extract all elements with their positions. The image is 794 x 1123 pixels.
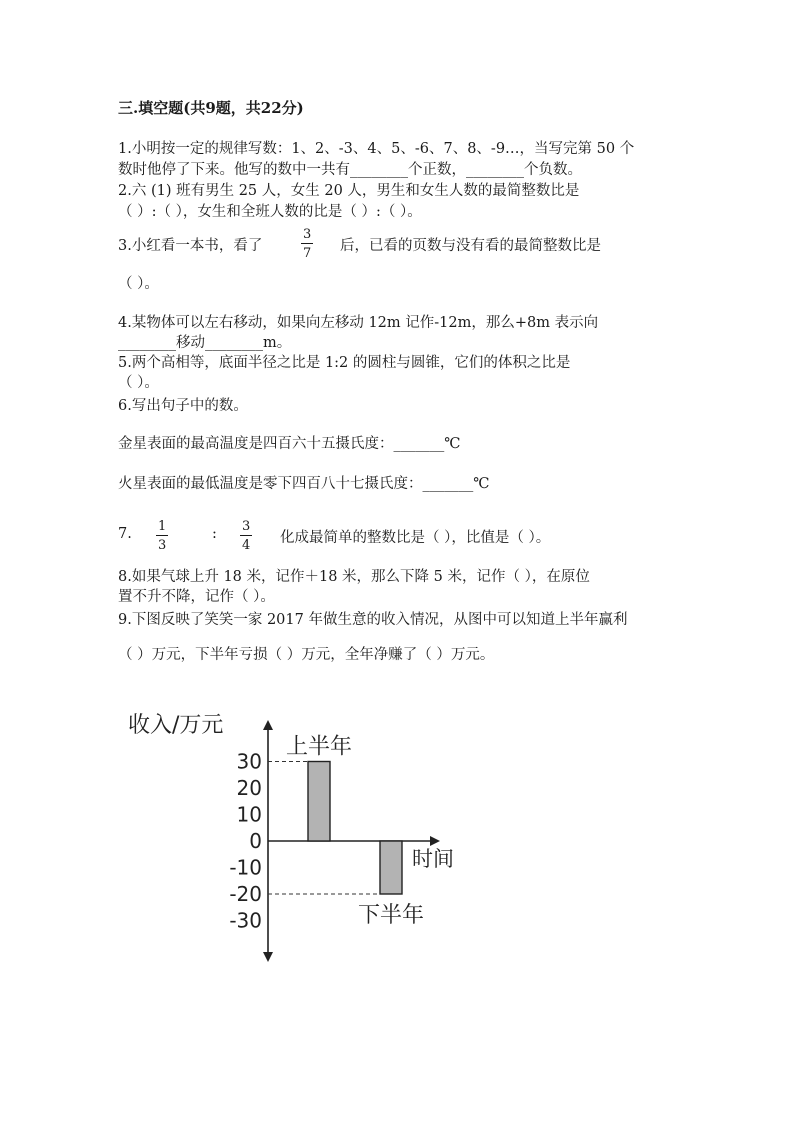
- q7-fraction-2-denominator: 4: [242, 538, 251, 553]
- bar: [380, 841, 402, 894]
- q1-line2: 数时他停了下来。他写的数中一共有________个正数，________个负数。: [118, 162, 582, 178]
- q4-line1: 4.某物体可以左右移动，如果向左移动 12m 记作-12m，那么+8m 表示向: [118, 315, 599, 331]
- q3-suffix: 后，已看的页数与没有看的最简整数比是: [340, 238, 601, 254]
- q2-line1: 2.六 (1) 班有男生 25 人，女生 20 人，男生和女生人数的最简整数比是: [118, 183, 580, 199]
- q7-fraction-2: [240, 520, 252, 552]
- q8-line1: 8.如果气球上升 18 米，记作＋18 米，那么下降 5 米，记作（ ），在原位: [118, 569, 590, 585]
- y-tick-label: -10: [229, 855, 262, 880]
- q4-line2: ________移动________m。: [118, 335, 292, 351]
- y-tick-label: -30: [229, 908, 262, 933]
- q7-number: 7.: [118, 526, 132, 542]
- q6-mars: 火星表面的最低温度是零下四百八十七摄氏度：_______℃: [118, 476, 490, 492]
- q7-fraction-2-numerator: 3: [242, 519, 251, 534]
- q1-line1: 1.小明按一定的规律写数：1、2、-3、4、5、-6、7、8、-9…，当写完第 50 个: [118, 141, 635, 157]
- q6-venus: 金星表面的最高温度是四百六十五摄氏度：_______℃: [118, 436, 461, 452]
- q7-fraction-1: [156, 520, 168, 552]
- y-tick-label: 20: [236, 776, 262, 800]
- q2-line2: （ ）:（ ），女生和全班人数的比是（ ）:（ ）。: [118, 204, 422, 220]
- q9-line1: 9.下图反映了笑笑一家 2017 年做生意的收入情况，从图中可以知道上半年赢利: [118, 612, 628, 628]
- y-tick-label: 0: [249, 829, 262, 853]
- y-axis-arrow-down-icon: [263, 952, 273, 962]
- q3-prefix: 3.小红看一本书，看了: [118, 238, 263, 254]
- y-tick-label: 10: [236, 802, 262, 827]
- x-axis-label: 时间: [412, 847, 454, 871]
- y-tick-label: 30: [236, 749, 262, 774]
- bar-category-label: 上半年: [285, 734, 353, 760]
- bar: [308, 762, 330, 842]
- q7-fraction-1-numerator: 1: [158, 519, 167, 534]
- q7-colon: :: [212, 526, 217, 542]
- q6-line1: 6.写出句子中的数。: [118, 398, 248, 414]
- y-axis-arrow-up-icon: [263, 720, 273, 730]
- q5-line2: （ ）。: [118, 375, 159, 391]
- q9-line2: （ ）万元，下半年亏损（ ）万元，全年净赚了（ ）万元。: [118, 647, 495, 663]
- y-tick-label: -20: [229, 882, 262, 906]
- q3-fraction-numerator: 3: [303, 227, 312, 242]
- q3-fraction: [301, 228, 313, 260]
- bar-category-label: 下半年: [357, 903, 425, 928]
- q5-line1: 5.两个高相等，底面半径之比是 1:2 的圆柱与圆锥，它们的体积之比是: [118, 355, 571, 371]
- section-title: 三.填空题(共9题，共22分): [118, 99, 304, 117]
- q7-fraction-1-denominator: 3: [158, 538, 167, 553]
- q7-text: 化成最简单的整数比是（ ），比值是（ ）。: [280, 530, 551, 546]
- x-axis-arrow-icon: [430, 836, 440, 846]
- income-bar-chart: [118, 700, 478, 970]
- q8-line2: 置不升不降，记作（ ）。: [118, 589, 275, 605]
- q3-fraction-denominator: 7: [303, 246, 312, 261]
- q3-line2: （ ）。: [118, 276, 159, 292]
- y-axis-label: 收入/万元: [128, 713, 224, 738]
